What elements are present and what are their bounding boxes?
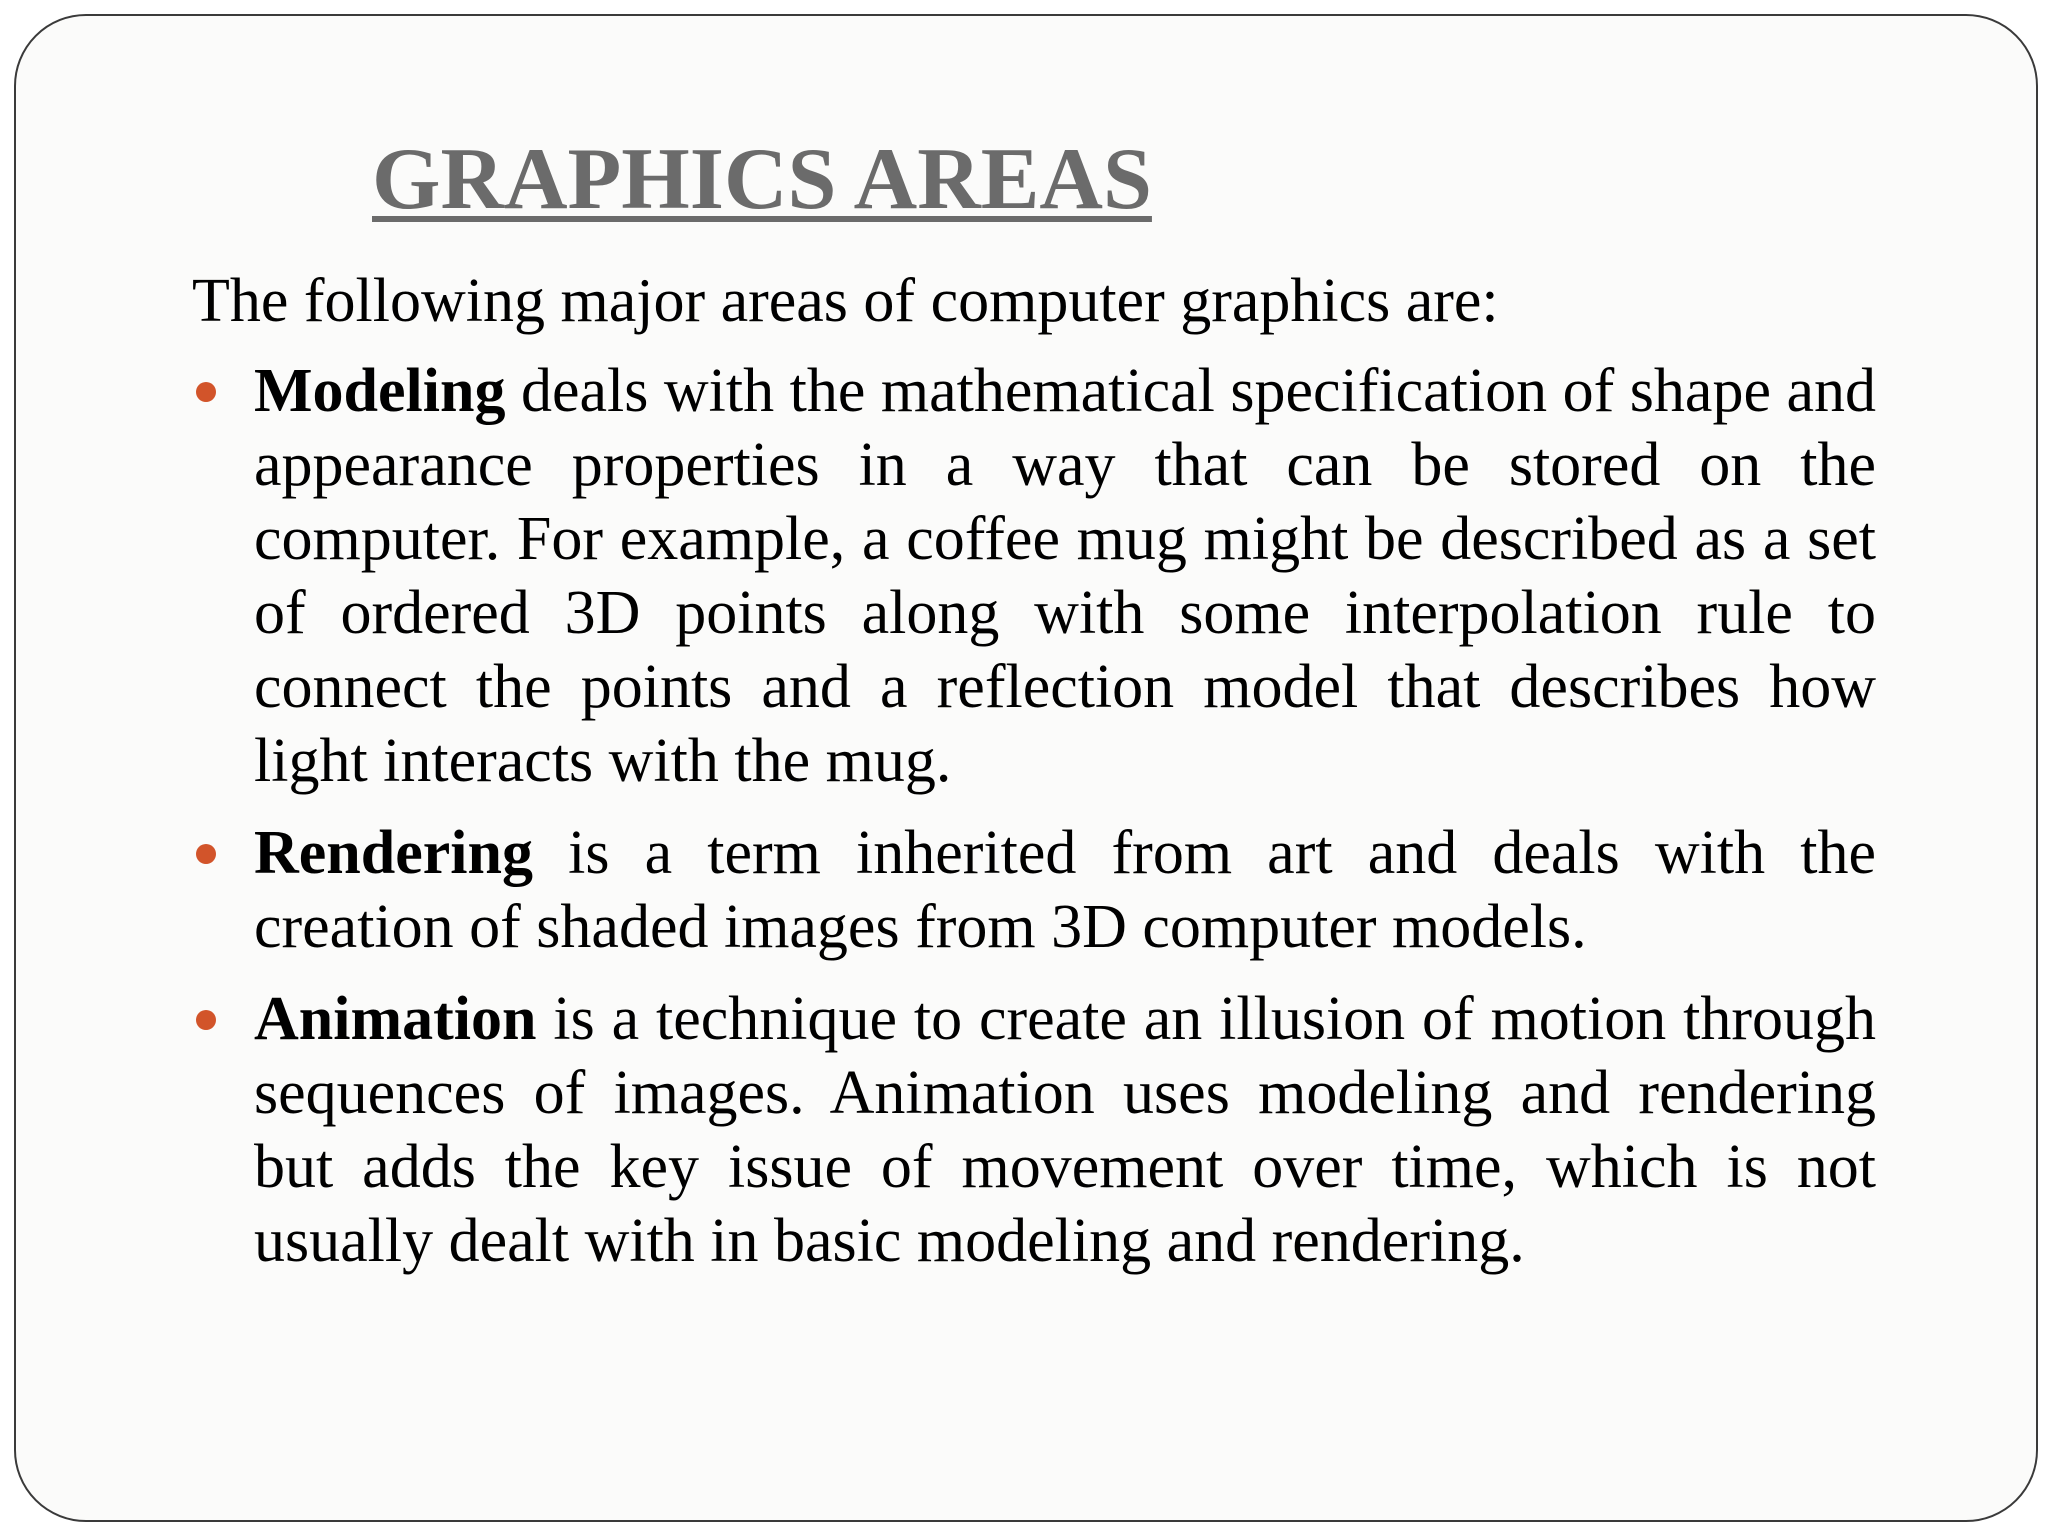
bullet-list — [192, 354, 1876, 1296]
bullet-dot-icon — [196, 844, 216, 864]
bullet-text: is a term inherited from art and deals with the creation of shaded images from 3D computer models. — [254, 819, 1876, 961]
bullet-dot-icon — [196, 382, 216, 402]
bullet-item-animation — [192, 982, 1876, 1278]
bullet-term: Animation — [254, 985, 537, 1053]
slide-frame — [14, 14, 2038, 1522]
bullet-item-rendering — [192, 816, 1876, 964]
bullet-term: Rendering — [254, 819, 533, 887]
bullet-text: is a technique to create an illusion of motion through sequences of images. Animation uses modeling and rendering but adds the key issue of movement over time, which is not usually dealt with in basic modeling and rendering. — [254, 985, 1876, 1275]
bullet-term: Modeling — [254, 357, 506, 425]
slide-title: GRAPHICS AREAS — [372, 131, 1152, 228]
bullet-item-modeling — [192, 354, 1876, 798]
intro-text: The following major areas of computer graphics are: — [192, 267, 1499, 335]
bullet-text: deals with the mathematical specification of shape and appearance properties in a way that can be stored on the computer. For example, a coffee mug might be described as a set of ordered 3D points along with some interpolation rule to connect the points and a reflection model that describes how light interacts with the mug. — [254, 357, 1876, 795]
bullet-dot-icon — [196, 1010, 216, 1030]
